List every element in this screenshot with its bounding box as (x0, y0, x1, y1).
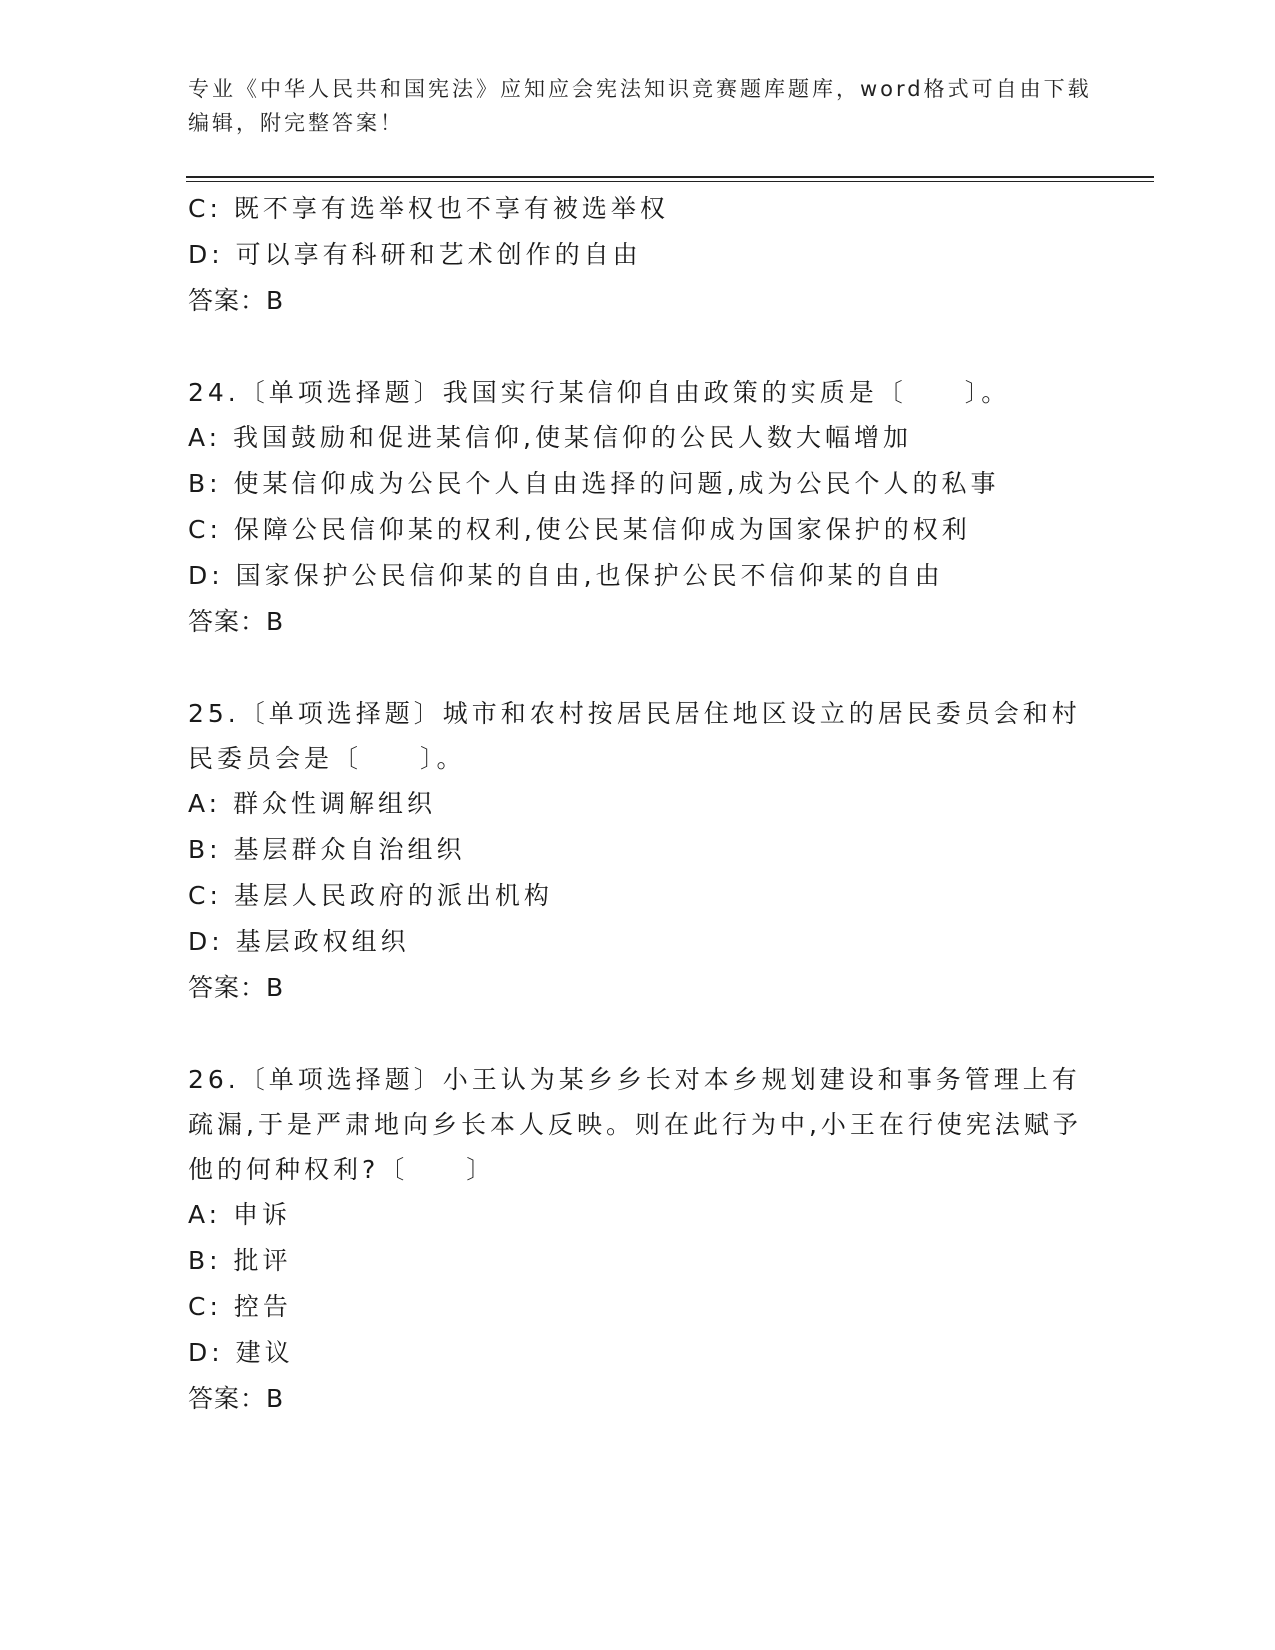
question-block-prev (188, 186, 1088, 324)
option-b: B: 批评 (188, 1246, 292, 1275)
answer-line: 答案：B (188, 607, 285, 636)
document-header: 专业《中华人民共和国宪法》应知应会宪法知识竞赛题库题库，word格式可自由下载编辑，附完整答案！ (188, 77, 1092, 135)
question-stem: 25.〔单项选择题〕城市和农村按居民居住地区设立的居民委员会和村民委员会是〔 〕。 (188, 699, 1081, 773)
question-stem: 26.〔单项选择题〕小王认为某乡乡长对本乡规划建设和事务管理上有疏漏,于是严肃地向乡长本人反映。则在此行为中,小王在行使宪法赋予他的何种权利?〔 〕 (188, 1065, 1082, 1184)
option-c: C: 基层人民政府的派出机构 (188, 881, 553, 910)
spacer (188, 1011, 1088, 1057)
option-d: D: 基层政权组织 (188, 927, 410, 956)
answer-line: 答案：B (188, 286, 285, 315)
answer-line: 答案：B (188, 973, 285, 1002)
option-d: D: 可以享有科研和艺术创作的自由 (188, 240, 642, 269)
option-a: A: 群众性调解组织 (188, 789, 437, 818)
option-d: D: 国家保护公民信仰某的自由,也保护公民不信仰某的自由 (188, 561, 944, 590)
document-body (188, 186, 1088, 1422)
question-block-25 (188, 691, 1088, 1011)
spacer (188, 324, 1088, 370)
option-b: B: 基层群众自治组织 (188, 835, 466, 864)
question-block-24 (188, 370, 1088, 645)
option-a: A: 我国鼓励和促进某信仰,使某信仰的公民人数大幅增加 (188, 423, 912, 452)
option-d: D: 建议 (188, 1338, 294, 1367)
header-rule-thick (186, 176, 1154, 178)
answer-line: 答案：B (188, 1384, 285, 1413)
question-stem: 24.〔单项选择题〕我国实行某信仰自由政策的实质是〔 〕。 (188, 378, 1011, 407)
spacer (188, 645, 1088, 691)
option-c: C: 控告 (188, 1292, 292, 1321)
question-block-26 (188, 1057, 1088, 1422)
header-rule-thin (186, 181, 1154, 182)
option-a: A: 申诉 (188, 1200, 292, 1229)
option-b: B: 使某信仰成为公民个人自由选择的问题,成为公民个人的私事 (188, 469, 1000, 498)
option-c: C: 既不享有选举权也不享有被选举权 (188, 194, 669, 223)
option-c: C: 保障公民信仰某的权利,使公民某信仰成为国家保护的权利 (188, 515, 971, 544)
